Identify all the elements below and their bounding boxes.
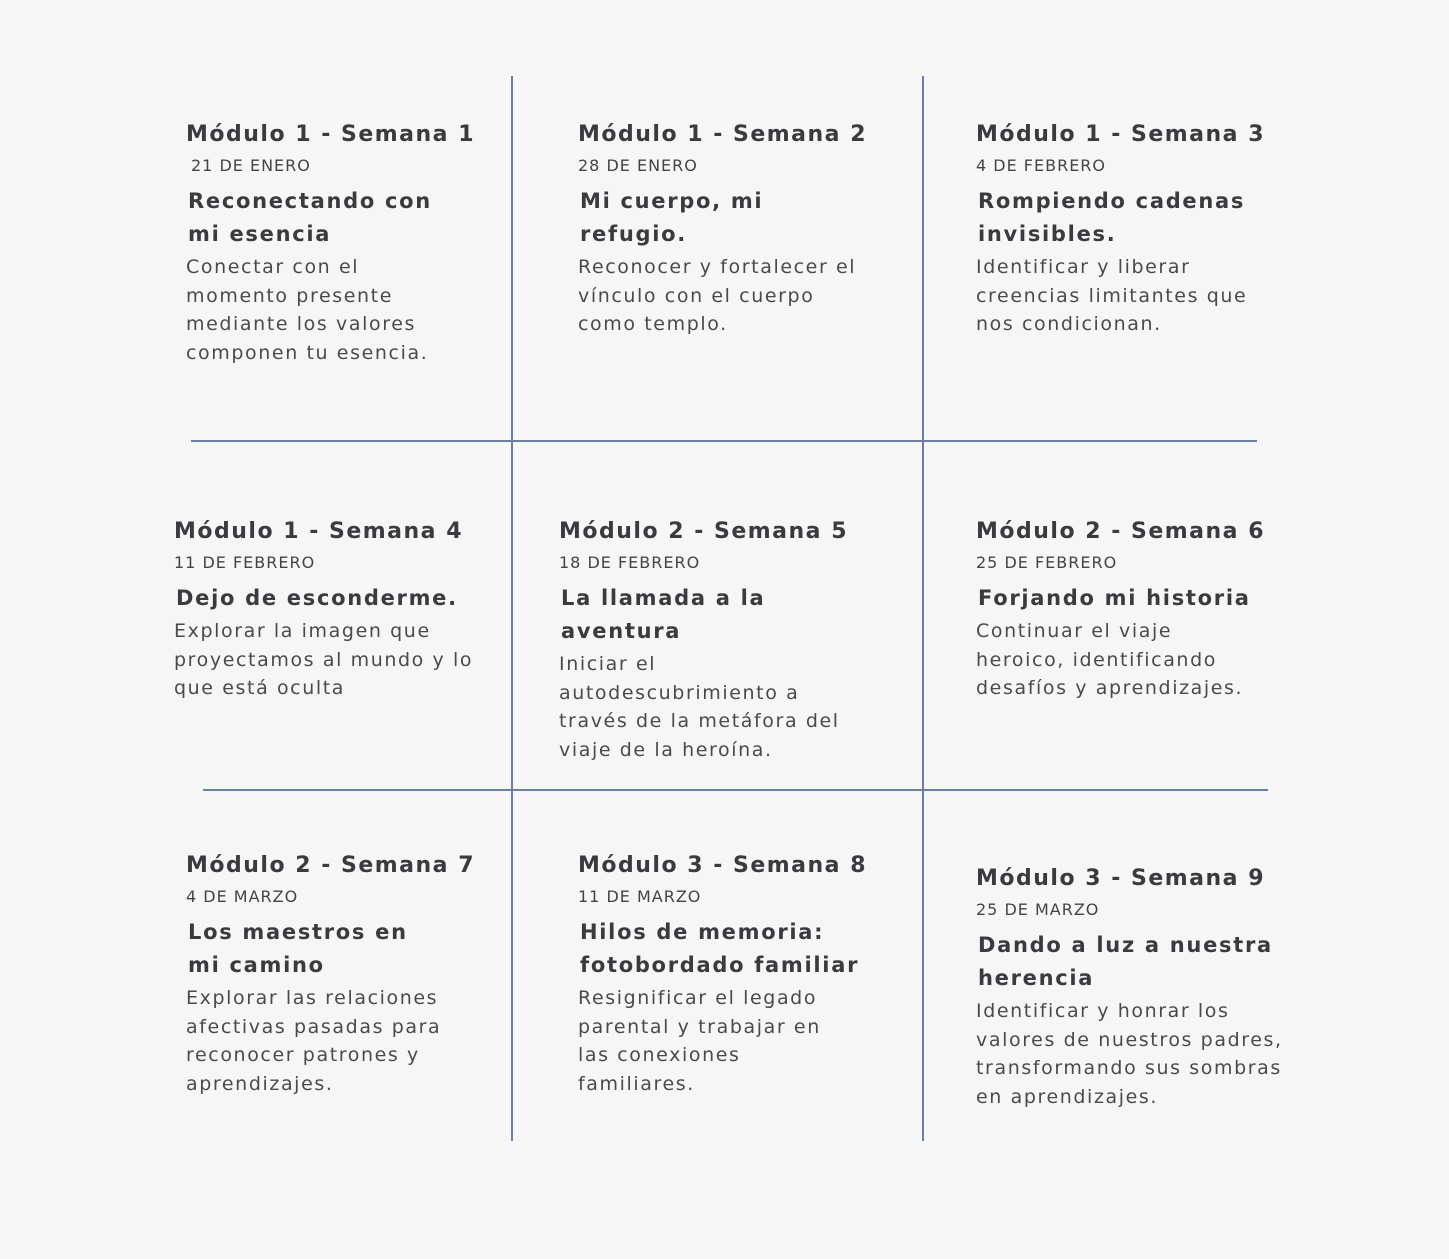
session-title: Dando a luz a nuestra herencia bbox=[978, 933, 1273, 990]
session-description: Conectar con el momento presente mediante los valores componen tu esencia. bbox=[186, 256, 429, 364]
module-week-label: Módulo 2 - Semana 5 bbox=[559, 519, 848, 544]
session-title: La llamada a la aventura bbox=[561, 586, 766, 643]
session-description: Explorar la imagen que proyectamos al mundo y lo que está oculta bbox=[174, 620, 474, 699]
session-card-week-3 bbox=[976, 121, 1276, 339]
module-week-label: Módulo 3 - Semana 8 bbox=[578, 853, 867, 878]
module-week-label: Módulo 2 - Semana 6 bbox=[976, 519, 1265, 544]
session-title: Reconectando con mi esencia bbox=[188, 189, 432, 246]
session-title: Los maestros en mi camino bbox=[188, 920, 408, 977]
session-card-week-6 bbox=[976, 518, 1276, 703]
session-description: Continuar el viaje heroico, identificando desafíos y aprendizajes. bbox=[976, 620, 1244, 699]
session-card-week-4 bbox=[174, 518, 474, 703]
grid-divider-horizontal-top bbox=[191, 440, 1257, 442]
session-date: 11 DE FEBRERO bbox=[174, 553, 316, 572]
session-card-week-7 bbox=[186, 852, 476, 1098]
session-date: 4 DE MARZO bbox=[186, 887, 299, 906]
session-description: Identificar y honrar los valores de nuestros padres, transformando sus sombras en aprendizajes. bbox=[976, 1000, 1283, 1108]
session-title: Dejo de esconderme. bbox=[176, 586, 458, 610]
session-description: Iniciar el autodescubrimiento a través de la metáfora del viaje de la heroína. bbox=[559, 653, 840, 761]
session-date: 21 DE ENERO bbox=[191, 156, 311, 175]
session-title: Mi cuerpo, mi refugio. bbox=[580, 189, 764, 246]
session-card-week-1 bbox=[186, 121, 475, 367]
session-card-week-5 bbox=[559, 518, 889, 764]
module-week-label: Módulo 1 - Semana 1 bbox=[186, 122, 475, 147]
session-date: 25 DE FEBRERO bbox=[976, 553, 1118, 572]
module-week-label: Módulo 1 - Semana 4 bbox=[174, 519, 463, 544]
grid-divider-horizontal-bottom bbox=[203, 789, 1268, 791]
module-week-label: Módulo 3 - Semana 9 bbox=[976, 866, 1265, 891]
session-title: Forjando mi historia bbox=[978, 586, 1251, 610]
session-title: Rompiendo cadenas invisibles. bbox=[978, 189, 1246, 246]
module-week-label: Módulo 2 - Semana 7 bbox=[186, 853, 475, 878]
module-week-label: Módulo 1 - Semana 3 bbox=[976, 122, 1265, 147]
session-description: Resignificar el legado parental y trabajar en las conexiones familiares. bbox=[578, 987, 821, 1095]
session-date: 18 DE FEBRERO bbox=[559, 553, 701, 572]
session-date: 25 DE MARZO bbox=[976, 900, 1100, 919]
session-title: Hilos de memoria: fotobordado familiar bbox=[580, 920, 860, 977]
grid-divider-vertical-right bbox=[922, 76, 924, 1141]
grid-divider-vertical-left bbox=[511, 76, 513, 1141]
session-description: Explorar las relaciones afectivas pasadas para reconocer patrones y aprendizajes. bbox=[186, 987, 442, 1095]
session-date: 4 DE FEBRERO bbox=[976, 156, 1107, 175]
session-date: 11 DE MARZO bbox=[578, 887, 702, 906]
session-description: Reconocer y fortalecer el vínculo con el cuerpo como templo. bbox=[578, 256, 857, 335]
module-week-label: Módulo 1 - Semana 2 bbox=[578, 122, 867, 147]
session-card-week-8 bbox=[578, 852, 878, 1098]
session-description: Identificar y liberar creencias limitantes que nos condicionan. bbox=[976, 256, 1248, 335]
session-card-week-9 bbox=[976, 865, 1301, 1111]
session-card-week-2 bbox=[578, 121, 868, 339]
session-date: 28 DE ENERO bbox=[578, 156, 698, 175]
